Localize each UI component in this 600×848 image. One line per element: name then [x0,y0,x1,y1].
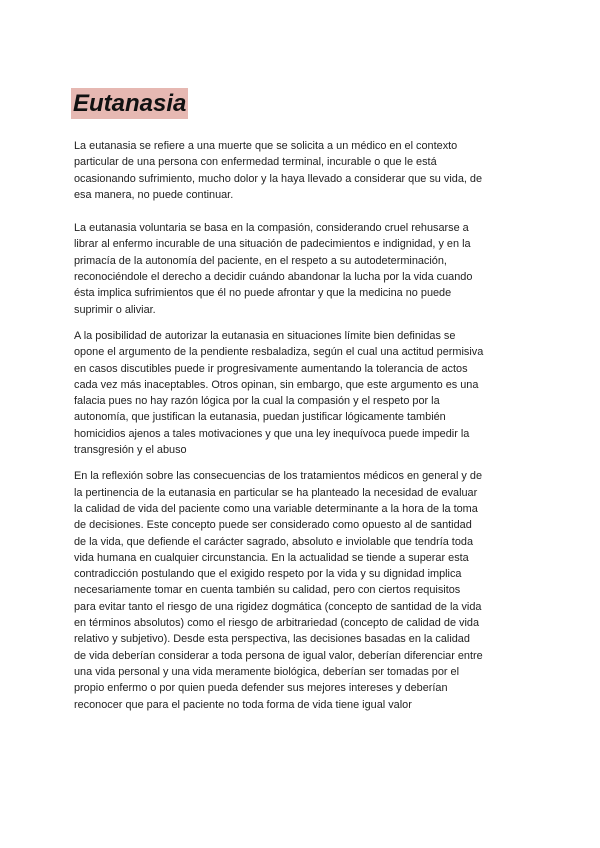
paragraph-1-line: La eutanasia se refiere a una muerte que se solicita a un médico en el contexto [74,140,458,152]
paragraph-4-line: la calidad de vida del paciente como una variable determinante a la hora de la toma [74,502,478,515]
document-body [74,138,529,713]
paragraph-2-line: primacía de la autonomía del paciente, en el respeto a su autodeterminación, [74,254,447,267]
paragraph-4-line: En la reflexión sobre las consecuencias de los tratamientos médicos en general y de [74,470,483,483]
paragraph-1-line: particular de una persona con enfermedad terminal, incurable o que le está [74,156,437,169]
paragraph-4-line: necesariamente tomar en cuenta también su calidad, pero con ciertos requisitos [74,584,461,597]
paragraph-3-line: cada vez más inaceptables. Otros opinan, sin embargo, que este argumento es una [74,378,479,391]
page-title: Eutanasia [73,90,187,117]
paragraph-4-line: de vida deberían considerar a toda persona de igual valor, deberían diferenciar entre [74,649,483,662]
paragraph-2-line: ésta implica sufrimientos que él no puede afrontar y que la medicina no puede [74,287,452,300]
paragraph-4-line: de decisiones. Este concepto puede ser considerado como opuesto al de santidad [74,519,472,532]
paragraph-3-line: en casos discutibles puede ir progresivamente aumentando la tolerancia de actos [74,362,468,375]
paragraph-2-line: reconociéndole el derecho a decidir cuándo abandonar la lucha por la vida cuando [74,271,473,284]
paragraph-spacer [74,458,529,468]
paragraph-4-line: de la vida, que defiende el carácter sagrado, absoluto e inviolable que tendría toda [74,535,473,548]
paragraph-3-line: transgresión y el abuso [74,444,187,457]
paragraph-3-line: opone el argumento de la pendiente resbaladiza, según el cual una actitud permisiva [74,346,484,359]
paragraph-1-line: esa manera, no puede continuar. [74,188,234,201]
paragraph-4-line: vida humana en cualquier circunstancia. En la actualidad se tiende a superar esta [74,551,469,564]
paragraph-spacer [74,203,529,220]
paragraph-4-line: reconocer que para el paciente no toda forma de vida tiene igual valor [74,698,412,711]
paragraph-4-line: propio enfermo o por quien pueda defender sus mejores intereses y deberían [74,682,448,695]
paragraph-4-line: para evitar tanto el riesgo de una rigidez dogmática (concepto de santidad de la vida [74,600,482,613]
paragraph-1-line: ocasionando sufrimiento, mucho dolor y la haya llevado a considerar que su vida, de [74,172,483,185]
paragraph-4-line: relativo y subjetivo). Desde esta perspectiva, las decisiones basadas en la calidad [74,633,470,646]
paragraph-4-line: la pertinencia de la eutanasia en particular se ha planteado la necesidad de evaluar [74,486,478,499]
paragraph-4-line: en términos absolutos) como el riesgo de arbitrariedad (concepto de calidad de vida [74,617,480,630]
paragraph-3-line: falacia pues no hay razón lógica por la cual la compasión y el respeto por la [74,395,440,408]
paragraph-spacer [74,318,529,328]
paragraph-3-line: homicidios ajenos a tales motivaciones y que una ley inequívoca puede impedir la [74,427,470,440]
paragraph-2-line: La eutanasia voluntaria se basa en la compasión, considerando cruel rehusarse a [74,222,469,235]
paragraph-4-line: una vida personal y una vida meramente biológica, deberían ser tomadas por el [74,665,460,678]
paragraph-4-line: contradicción postulando que el exigido respeto por la vida y su dignidad implica [74,568,462,581]
paragraph-2-line: suprimir o aliviar. [74,303,156,316]
paragraph-3-line: A la posibilidad de autorizar la eutanasia en situaciones límite bien definidas se [74,329,456,342]
paragraph-3-line: autonomía, que justifican la eutanasia, puedan justificar lógicamente también [74,411,446,424]
paragraph-2-line: librar al enfermo incurable de una situación de padecimientos e indignidad, y en la [74,238,471,251]
